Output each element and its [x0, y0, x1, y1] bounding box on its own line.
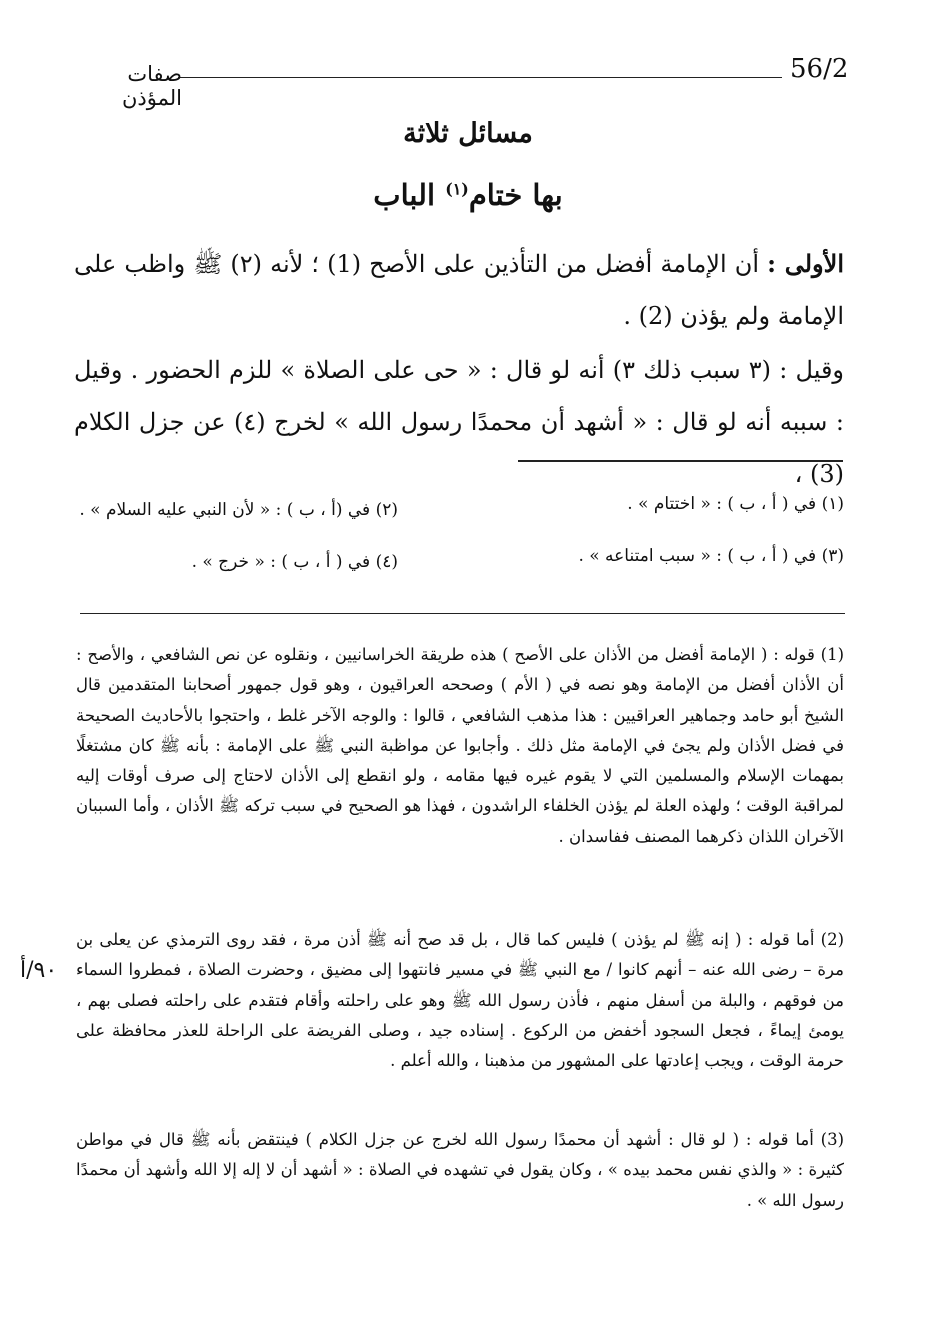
paragraph-body: أن الإمامة أفضل من التأذين على الأصح (1) ؛ لأنه (٢) ﷺ واظب على الإمامة ولم يؤذن (2) . — [74, 250, 844, 330]
variant-note-1: (١) في ( أ ، ب ) : « اختتام » . — [627, 494, 844, 514]
subheading-text-start: بها ختام — [468, 178, 563, 212]
footnote-marker: (١) — [445, 179, 469, 199]
header-rule — [178, 77, 782, 78]
page-number: 56/2 — [790, 54, 849, 84]
running-title: صفات المؤذن — [122, 62, 182, 110]
subheading-text-end: الباب — [373, 178, 446, 212]
main-paragraph-second: وقيل : (٣ سبب ذلك ٣) أنه لو قال : « حى على الصلاة » للزم الحضور . وقيل : سببه أنه لو قال : « أشهد أن محمدًا رسول الله » لخرج (٤) عن جزل الكلام (3) ، — [74, 356, 845, 488]
variant-note-3: (٣) في ( أ ، ب ) : « سبب امتناعه » . — [578, 546, 844, 566]
variant-note-2: (٢) في (أ ، ب ) : « لأن النبي عليه السلام » . — [79, 500, 398, 520]
commentary-note-3: (3) أما قوله : ( لو قال : أشهد أن محمدًا رسول الله لخرج عن جزل الكلام ) فينتقض بأنه ﷺ قال في مواطن كثيرة : « والذي نفس محمد بيده » ، وكان يقول في تشهده في الصلاة : « أشهد أن لا إله إلا الله وأشهد أن محمدًا رسول الله » . — [76, 1130, 844, 1210]
section-subheading — [0, 178, 936, 212]
commentary-note-1: (1) قوله : ( الإمامة أفضل من الأذان على الأصح ) هذه طريقة الخراسانيين ، ونقلوه عن نص الشافعي ، والأصح : أن الأذان أفضل من الإمامة وهو نصه في ( الأم ) وصححه العراقيون ، وهو قول جمهور أصحابنا المتقدمين قال الشيخ أبو حامد وجماهير العراقيين : هذا مذهب الشافعي ، قالوا : والوجه الآخر غلط ، واحتجوا بالأحاديث الصحيحة في فضل الأذان ولم يجئ في الإمامة مثل ذلك . وأجابوا عن مواظبة النبي ﷺ على الإمامة : بأنه ﷺ كان مشتغلًا بمهمات الإسلام والمسلمين التي لا يقوم غيره فيها مقامه ، ولو انقطع إلى الأذان لاحتاج إلى صرف أوقات إليه لمراقبة الوقت ؛ ولهذه العلة لم يؤذن الخلفاء الراشدون ، فهذا هو الصحيح في سبب تركه ﷺ الأذان ، وأما السببان الآخران اللذان ذكرهما المصنف ففاسدان . — [76, 645, 845, 846]
manuscript-folio-note: ٩٠/أ — [20, 958, 58, 983]
main-paragraph-first — [74, 238, 844, 342]
variant-note-4: (٤) في ( أ ، ب ) : « خرج » . — [191, 552, 398, 572]
commentary-note-2: (2) أما قوله : ( إنه ﷺ لم يؤذن ) فليس كما قال ، بل قد صح أنه ﷺ أذن مرة ، فقد روى الترمذي عن يعلى بن مرة – رضى الله عنه – أنهم كانوا / مع النبي ﷺ في مسير فانتهوا إلى مضيق ، وحضرت الصلاة ، فمطروا السماء من فوقهم ، والبلة من أسفل منهم ، فأذن رسول الله ﷺ وهو على راحلته وأقام فتقدم على راحلته فصلى بهم ، يومئ إيماءً ، فجعل السجود أخفض من الركوع . إسناده جيد ، وصلى الفريضة على الراحلة للعذر محافظة على حرمة الوقت ، ويجب إعادتها على المشهور من مذهبنا ، والله أعلم . — [76, 930, 844, 1071]
section-heading: مسائل ثلاثة — [403, 118, 533, 149]
commentary-separator — [80, 613, 845, 614]
paragraph-lead-word: الأولى : — [767, 249, 844, 278]
footnote-separator — [518, 460, 843, 462]
